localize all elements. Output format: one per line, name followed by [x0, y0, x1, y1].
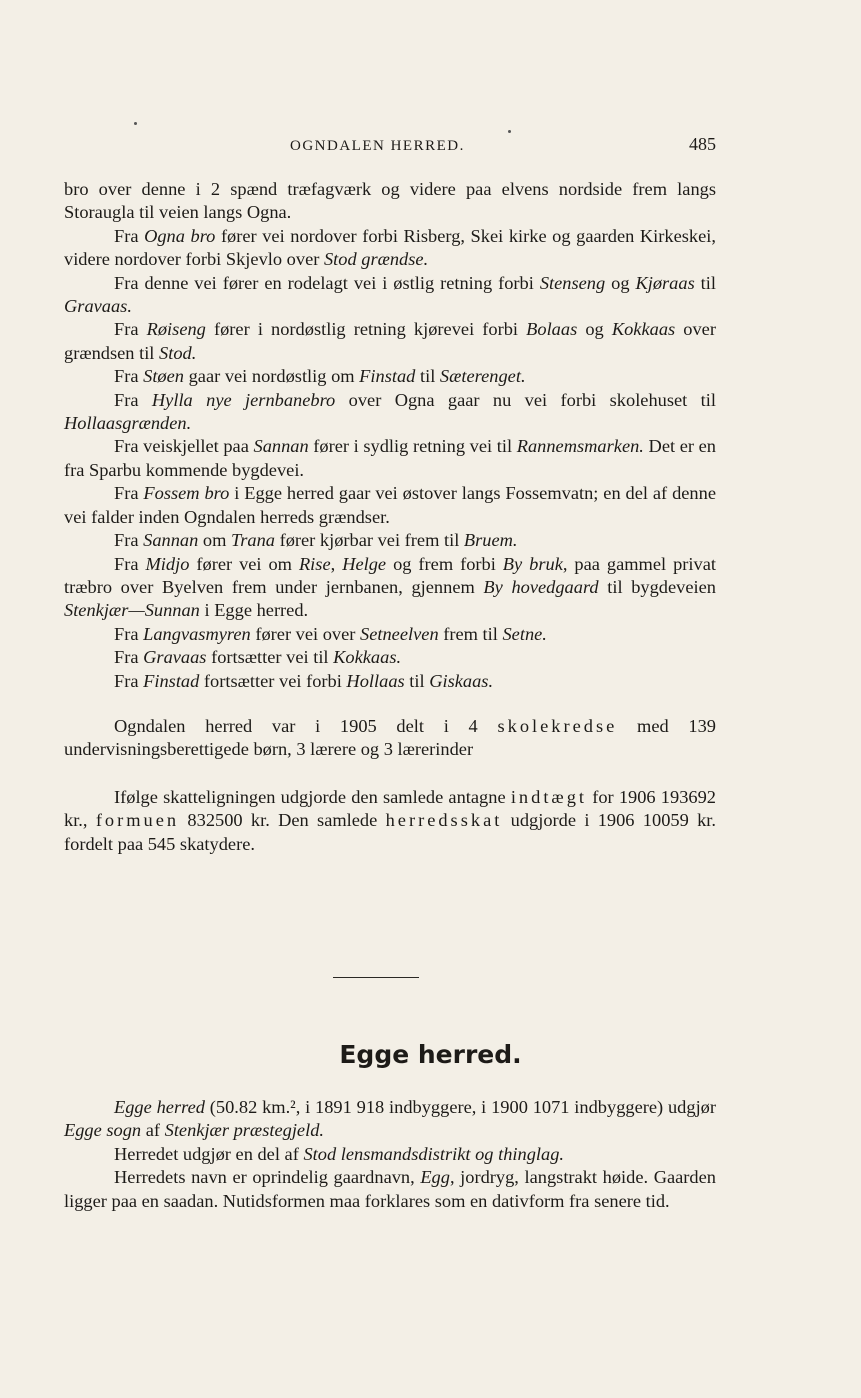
italic-name: Giskaas.: [429, 670, 494, 691]
italic-name: Kokkaas.: [333, 647, 402, 668]
spaced-term: skolekredse: [497, 715, 618, 736]
italic-name: Stod lensmandsdistrikt og thinglag.: [303, 1143, 564, 1164]
spaced-term: indtægt: [510, 786, 587, 807]
egge-paragraph-2: Herredet udgjør en del af Stod lensmandsdistrikt og thinglag.: [114, 1143, 564, 1164]
italic-name: Egg: [420, 1167, 450, 1188]
italic-name: Kokkaas: [611, 319, 676, 340]
italic-name: Sæterenget.: [439, 366, 526, 387]
roads-paragraph-1: bro over denne i 2 spænd træfagværk og videre paa elvens nordside frem langs Storaugla til veien langs Ogna.: [64, 179, 716, 223]
italic-name: Egge herred: [114, 1097, 205, 1117]
spaced-term: formuen: [95, 810, 180, 831]
italic-name: Setne.: [502, 623, 547, 644]
roads-paragraph-4: Fra Røiseng fører i nordøstlig retning kjørevei forbi Bolaas og Kokkaas over grændsen til Stod.: [64, 319, 716, 363]
italic-name: Stenkjær—Sunnan: [64, 600, 200, 621]
italic-name: Stod grændse.: [323, 249, 429, 270]
italic-name: Langvasmyren: [143, 623, 251, 644]
italic-name: Helge: [342, 553, 387, 574]
italic-name: Stenseng: [539, 272, 606, 293]
italic-name: Hollaas: [346, 670, 405, 691]
running-title: OGNDALEN HERRED.: [290, 138, 465, 154]
italic-name: Sannan: [253, 436, 309, 457]
print-speck: [134, 122, 137, 125]
section-title: Egge herred.: [339, 1040, 522, 1069]
italic-name: Rannemsmarken.: [516, 436, 644, 457]
page-number: 485: [689, 134, 716, 154]
roads-paragraph-8: Fra Fossem bro i Egge herred gaar vei østover langs Fossemvatn; en del af denne vei falder inden Ogndalen herreds grændser.: [64, 483, 716, 527]
roads-paragraph-10: Fra Midjo fører vei om Rise, Helge og frem forbi By bruk, paa gammel privat træbro over Byelven frem under jernbanen, gjennem By hovedgaard til bygdeveien Stenkjær—Sunnan i Egge herred.: [64, 553, 716, 621]
italic-name: Rise: [298, 553, 331, 574]
page-header: [64, 132, 716, 156]
italic-name: Bolaas: [526, 319, 578, 340]
italic-name: Egge sogn: [64, 1120, 142, 1141]
italic-name: By hovedgaard: [483, 576, 599, 597]
italic-name: Bruem.: [463, 530, 518, 551]
section-text: [64, 1096, 716, 1213]
italic-name: Ogna bro: [144, 225, 216, 246]
italic-name: Støen: [143, 366, 184, 387]
roads-paragraph-7: Fra veiskjellet paa Sannan fører i sydlig retning vei til Rannemsmarken. Det er en fra Sparbu kommende bygdevei.: [64, 436, 716, 480]
egge-paragraph-1: Egge herred (50.82 km.², i 1891 918 indbyggere, i 1900 1071 indbyggere) udgjør Egge sogn af Stenkjær præstegjeld.: [64, 1097, 716, 1141]
italic-name: Midjo: [145, 553, 190, 574]
italic-name: Gravaas: [143, 647, 207, 668]
roads-paragraph-12: Fra Gravaas fortsætter vei til Kokkaas.: [114, 647, 402, 668]
roads-paragraph-3: Fra denne vei fører en rodelagt vei i østlig retning forbi Stenseng og Kjøraas til Gravaas.: [64, 272, 716, 317]
egge-paragraph-3: Herredets navn er oprindelig gaardnavn, Egg, jordryg, langstrakt høide. Gaarden ligger paa en saadan. Nutidsformen maa forklares som en dativform fra senere tid.: [64, 1167, 716, 1211]
roads-paragraph-2: Fra Ogna bro fører vei nordover forbi Risberg, Skei kirke og gaarden Kirkeskei, videre nordover forbi Skjevlo over Stod grændse.: [64, 225, 716, 270]
roads-paragraph-13: Fra Finstad fortsætter vei forbi Hollaas til Giskaas.: [114, 670, 494, 691]
italic-name: Kjøraas: [635, 272, 695, 293]
italic-name: Stod.: [159, 342, 197, 363]
italic-name: Finstad: [359, 366, 416, 387]
school-paragraph: Ogndalen herred var i 1905 delt i 4 skolekredse med 139 undervisningsberettigede børn, 3 lærere og 3 lærerinder: [64, 715, 717, 760]
tax-paragraph: Ifølge skatteligningen udgjorde den samlede antagne indtægt for 1906 193692 kr., formuen 832500 kr. Den samlede herredsskat udgjorde i 1906 10059 kr. fordelt paa 545 skatydere.: [64, 786, 716, 854]
italic-name: Hylla nye jernbanebro: [151, 389, 336, 410]
spaced-term: herredsskat: [385, 810, 503, 831]
section-divider: [333, 977, 419, 978]
paragraph-gap: [64, 762, 716, 786]
italic-name: Fossem bro: [143, 483, 230, 504]
italic-name: Røiseng: [146, 319, 206, 340]
italic-name: Hollaasgrænden.: [64, 413, 192, 434]
roads-paragraph-9: Fra Sannan om Trana fører kjørbar vei frem til Bruem.: [114, 530, 518, 551]
italic-name: Stenkjær præstegjeld.: [164, 1120, 324, 1141]
paragraph-gap: [64, 693, 716, 715]
body-text: [64, 178, 716, 856]
italic-name: By bruk: [502, 553, 563, 574]
italic-name: Sannan: [143, 530, 199, 551]
roads-paragraph-6: Fra Hylla nye jernbanebro over Ogna gaar nu vei forbi skolehuset til Hollaasgrænden.: [64, 389, 716, 434]
italic-name: Finstad: [143, 670, 200, 691]
roads-paragraph-11: Fra Langvasmyren fører vei over Setneelven frem til Setne.: [114, 623, 547, 644]
italic-name: Setneelven: [360, 623, 439, 644]
roads-paragraph-5: Fra Støen gaar vei nordøstlig om Finstad til Sæterenget.: [114, 366, 526, 387]
italic-name: Gravaas.: [64, 296, 132, 317]
italic-name: Trana: [231, 530, 275, 551]
